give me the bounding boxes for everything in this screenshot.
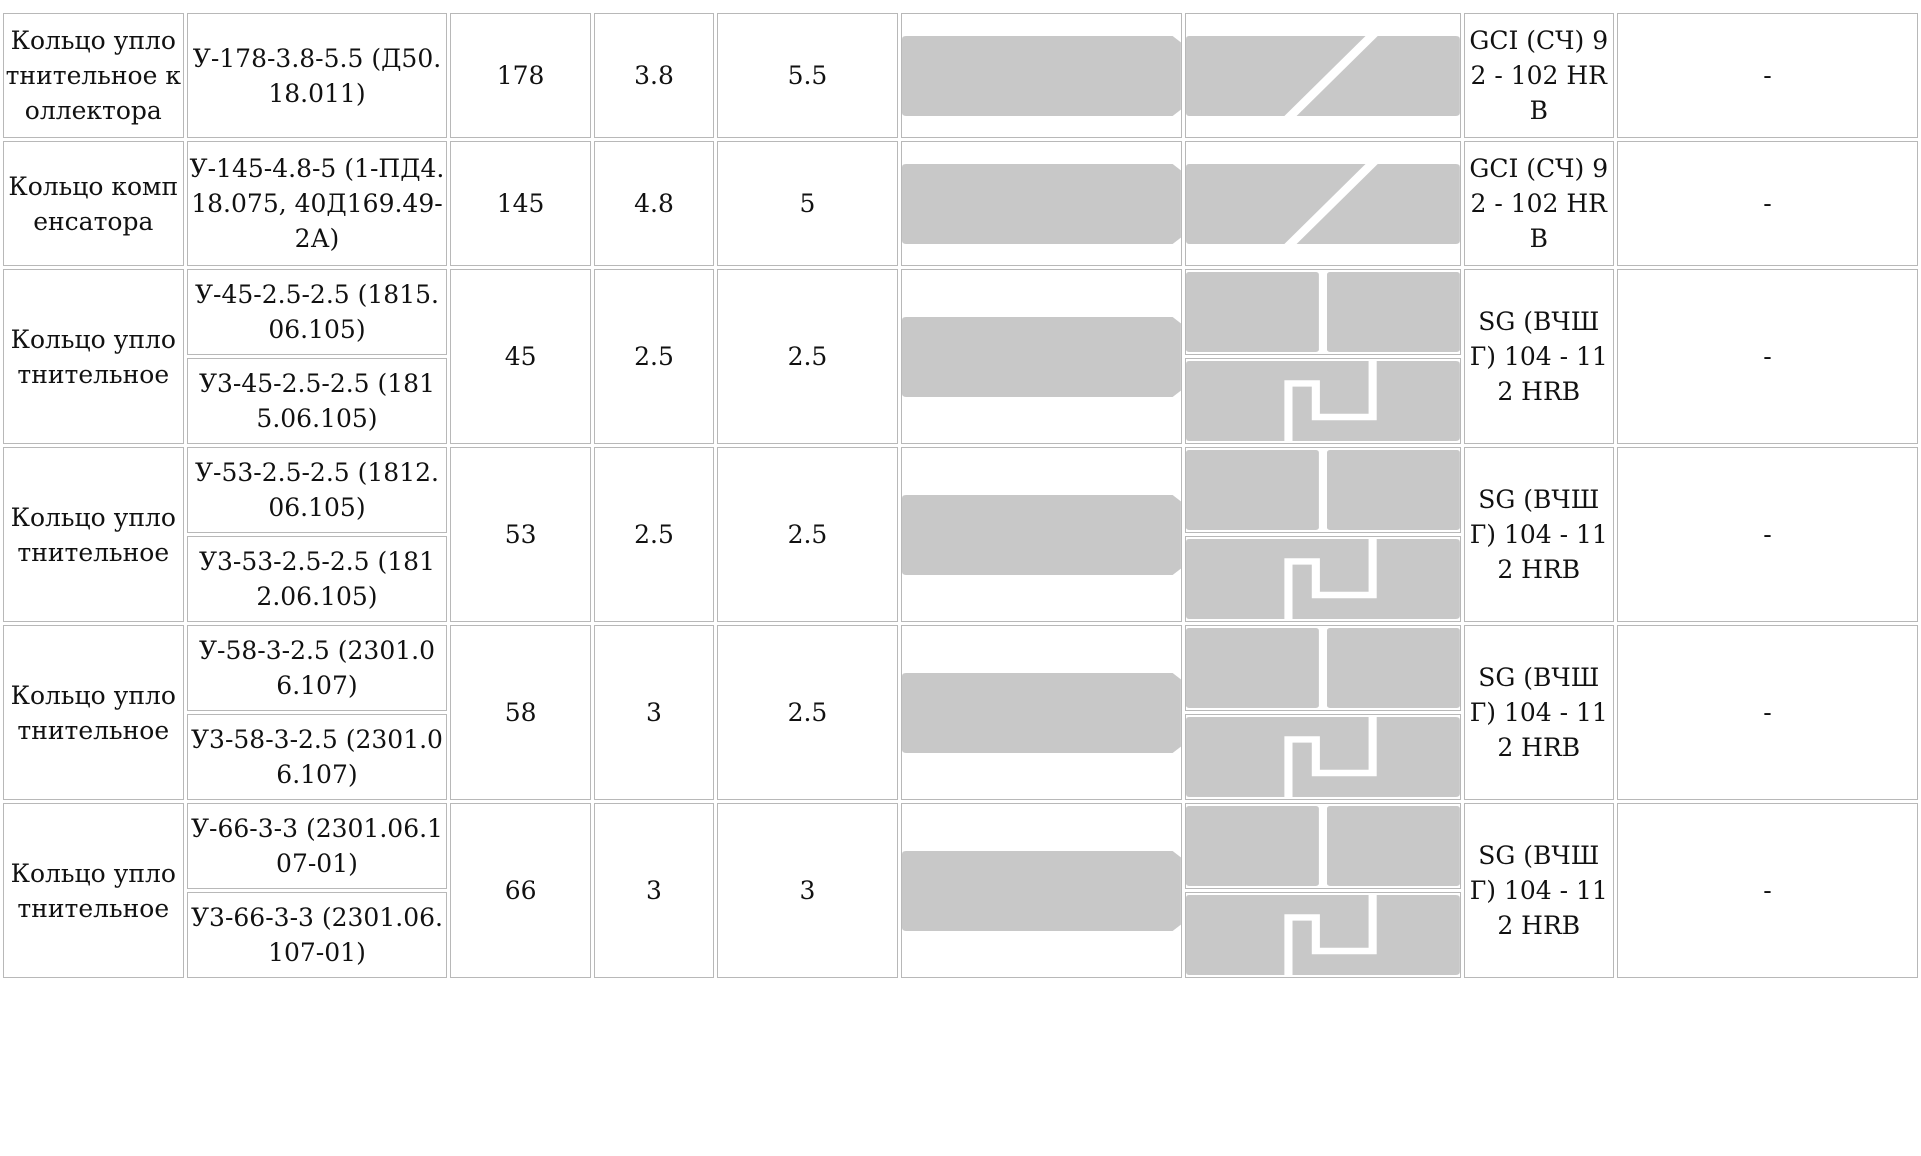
cross-section-profile [901, 13, 1182, 138]
part-name [3, 269, 184, 444]
part-designation [187, 892, 448, 978]
part-designation [187, 625, 448, 711]
part-designation-text: У3-53-2.5-2.5 (1812.06.105) [198, 547, 435, 611]
width-value [594, 803, 714, 978]
step-lock-shape [1186, 895, 1460, 975]
note-value [1617, 447, 1918, 622]
thickness-value [717, 803, 898, 978]
part-designation [187, 358, 448, 444]
cross-section-profile [901, 803, 1182, 978]
diameter-value [450, 269, 590, 444]
part-name [3, 625, 184, 800]
material-value [1464, 803, 1614, 978]
note-value-text: - [1763, 61, 1772, 90]
diameter-value [450, 625, 590, 800]
note-value-text: - [1763, 698, 1772, 727]
part-name [3, 141, 184, 266]
part-name-text: Кольцо уплотнительное [10, 502, 176, 567]
diagonal-cut-shape [1186, 36, 1460, 116]
note-value [1617, 141, 1918, 266]
part-designation-text: У-58-3-2.5 (2301.06.107) [198, 636, 435, 700]
straight-cut-profile [1185, 447, 1461, 533]
cross-section-shape [902, 36, 1181, 116]
width-value [594, 269, 714, 444]
thickness-value [717, 269, 898, 444]
table-row [3, 447, 1918, 533]
diagonal-cut-profile [1185, 141, 1461, 266]
part-designation [187, 536, 448, 622]
note-value-text: - [1763, 342, 1772, 371]
thickness-value-text: 5.5 [787, 61, 828, 90]
part-designation-text: У-53-2.5-2.5 (1812.06.105) [194, 458, 439, 522]
material-value-text: SG (ВЧШГ) 104 - 112 HRB [1469, 663, 1608, 762]
diameter-value-text: 66 [504, 876, 537, 905]
straight-cut-profile [1185, 269, 1461, 355]
material-value [1464, 625, 1614, 800]
step-lock-profile [1185, 358, 1461, 444]
straight-cut-shape [1186, 450, 1460, 530]
part-designation-text: У3-58-3-2.5 (2301.06.107) [190, 725, 443, 789]
part-designation [187, 714, 448, 800]
part-name [3, 447, 184, 622]
width-value-text: 3 [646, 876, 662, 905]
diameter-value-text: 53 [504, 520, 537, 549]
thickness-value-text: 3 [799, 876, 816, 905]
part-designation [187, 141, 448, 266]
material-value [1464, 269, 1614, 444]
thickness-value [717, 447, 898, 622]
diagonal-cut-shape [1186, 164, 1460, 244]
step-lock-shape [1186, 539, 1460, 619]
diameter-value-text: 145 [496, 189, 545, 218]
straight-cut-profile [1185, 625, 1461, 711]
note-value [1617, 13, 1918, 138]
seal-rings-table [0, 10, 1921, 981]
table-row [3, 13, 1918, 138]
straight-cut-shape [1186, 272, 1460, 352]
thickness-value-text: 2.5 [787, 520, 828, 549]
material-value-text: SG (ВЧШГ) 104 - 112 HRB [1469, 307, 1608, 406]
diameter-value-text: 45 [504, 342, 537, 371]
part-name-text: Кольцо уплотнительное [10, 680, 176, 745]
cross-section-shape [902, 495, 1181, 575]
part-designation-text: У3-45-2.5-2.5 (1815.06.105) [198, 369, 435, 433]
part-name-text: Кольцо уплотнительное [10, 858, 176, 923]
part-designation-text: У3-66-3-3 (2301.06.107-01) [190, 903, 443, 967]
material-value [1464, 13, 1614, 138]
diameter-value [450, 447, 590, 622]
cross-section-profile [901, 447, 1182, 622]
straight-cut-shape [1186, 806, 1460, 886]
straight-cut-profile [1185, 803, 1461, 889]
thickness-value [717, 141, 898, 266]
part-designation-text: У-66-3-3 (2301.06.107-01) [190, 814, 443, 878]
note-value-text: - [1763, 189, 1772, 218]
table-row [3, 269, 1918, 355]
part-designation [187, 447, 448, 533]
material-value [1464, 447, 1614, 622]
thickness-value-text: 2.5 [787, 698, 828, 727]
part-name-text: Кольцо уплотнительное [10, 324, 176, 389]
step-lock-profile [1185, 536, 1461, 622]
width-value [594, 625, 714, 800]
material-value-text: SG (ВЧШГ) 104 - 112 HRB [1469, 485, 1608, 584]
step-lock-shape [1186, 717, 1460, 797]
material-value-text: GCI (СЧ) 92 - 102 HRB [1469, 154, 1609, 253]
thickness-value-text: 2.5 [787, 342, 828, 371]
note-value-text: - [1763, 876, 1772, 905]
width-value-text: 4.8 [634, 189, 674, 218]
cross-section-shape [902, 673, 1181, 753]
material-value-text: GCI (СЧ) 92 - 102 HRB [1469, 26, 1609, 125]
cross-section-profile [901, 141, 1182, 266]
table-row [3, 141, 1918, 266]
part-name-text: Кольцо компенсатора [8, 171, 179, 236]
part-designation [187, 803, 448, 889]
note-value [1617, 803, 1918, 978]
diameter-value-text: 58 [504, 698, 537, 727]
material-value [1464, 141, 1614, 266]
width-value-text: 3.8 [634, 61, 674, 90]
note-value [1617, 269, 1918, 444]
width-value [594, 13, 714, 138]
width-value-text: 3 [646, 698, 662, 727]
straight-cut-shape [1186, 628, 1460, 708]
part-name [3, 13, 184, 138]
note-value [1617, 625, 1918, 800]
step-lock-profile [1185, 892, 1461, 978]
width-value [594, 141, 714, 266]
part-designation [187, 13, 448, 138]
table-row [3, 803, 1918, 889]
part-designation [187, 269, 448, 355]
diameter-value-text: 178 [496, 61, 545, 90]
diameter-value [450, 803, 590, 978]
note-value-text: - [1763, 520, 1772, 549]
material-value-text: SG (ВЧШГ) 104 - 112 HRB [1469, 841, 1608, 940]
thickness-value-text: 5 [799, 189, 816, 218]
width-value-text: 2.5 [634, 520, 674, 549]
cross-section-shape [902, 851, 1181, 931]
diagonal-cut-profile [1185, 13, 1461, 138]
part-designation-text: У-45-2.5-2.5 (1815.06.105) [194, 280, 439, 344]
part-designation-text: У-145-4.8-5 (1-ПД4.18.075, 40Д169.49-2А) [189, 154, 445, 253]
table-row [3, 625, 1918, 711]
thickness-value [717, 13, 898, 138]
part-designation-text: У-178-3.8-5.5 (Д50.18.011) [192, 43, 442, 108]
diameter-value [450, 13, 590, 138]
step-lock-profile [1185, 714, 1461, 800]
cross-section-shape [902, 317, 1181, 397]
cross-section-profile [901, 625, 1182, 800]
step-lock-shape [1186, 361, 1460, 441]
width-value-text: 2.5 [634, 342, 674, 371]
part-name-text: Кольцо уплотнительное коллектора [5, 26, 181, 125]
thickness-value [717, 625, 898, 800]
part-name [3, 803, 184, 978]
cross-section-profile [901, 269, 1182, 444]
width-value [594, 447, 714, 622]
diameter-value [450, 141, 590, 266]
cross-section-shape [902, 164, 1181, 244]
